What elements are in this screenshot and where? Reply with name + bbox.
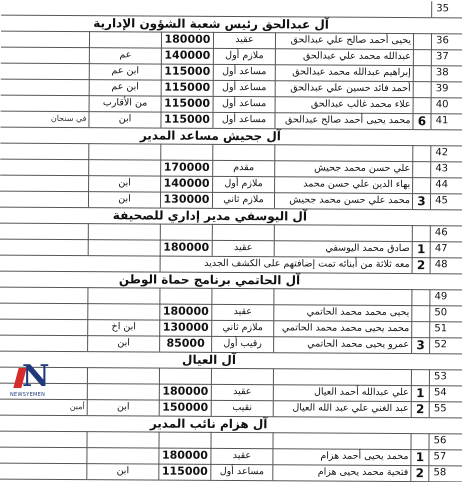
note-cell <box>1 95 89 112</box>
top-row-seq: 35 <box>431 1 453 17</box>
person-name <box>274 224 412 241</box>
relation-cell: ابن <box>87 399 159 415</box>
salary-cell: 180000 <box>159 384 211 400</box>
row-number: 36 <box>431 33 453 49</box>
note-cell <box>0 447 86 464</box>
rank-cell: عقيد <box>211 304 273 320</box>
person-name: علاء محمد غالب عبدالحق <box>275 96 413 113</box>
relation-cell: من الأقارب <box>89 95 161 111</box>
person-name: علي عبدالله أحمد العيال <box>273 384 411 401</box>
relation-cell: ابن <box>88 175 160 191</box>
group-count <box>413 65 431 81</box>
salary-cell: 180000 <box>161 32 213 48</box>
person-name: معه ثلاثة من أبنائه تمت إضافتهم على الكشف الجديد <box>160 256 412 274</box>
rank-cell: مساعد أول <box>210 464 272 480</box>
note-cell <box>1 63 89 80</box>
salary-cell: 115000 <box>160 112 212 128</box>
section-title: آل العيال <box>182 352 237 368</box>
person-name: محمد يحيى أحمد صالح عبدالحق <box>274 112 412 129</box>
relation-cell: عم <box>89 47 161 63</box>
section-title: آل اليوسفي مدير إداري للصحيفة <box>112 208 308 224</box>
note-cell <box>0 143 88 160</box>
group-count <box>410 433 428 449</box>
relation-cell <box>88 159 160 175</box>
note-cell <box>0 175 88 192</box>
person-name: عبد الغني علي عبد الله العيال <box>273 400 411 417</box>
salary-cell <box>160 144 212 160</box>
rank-cell: عقيد <box>213 32 275 48</box>
salary-cell <box>159 288 211 304</box>
rank-cell: عقيد <box>211 384 273 400</box>
newsyemen-logo <box>10 359 56 402</box>
row-number: 51 <box>429 321 451 337</box>
rank-cell: ملازم أول <box>212 176 274 192</box>
row-number: 58 <box>428 465 450 481</box>
row-number: 45 <box>430 193 452 209</box>
note-cell <box>0 303 87 320</box>
note-cell <box>0 287 87 304</box>
note-cell <box>1 79 89 96</box>
salary-cell <box>159 368 211 384</box>
person-name: يحيى أحمد صالح علي عبدالحق <box>275 32 413 49</box>
relation-cell: ابن <box>88 191 160 207</box>
rank-cell: عقيد <box>210 448 272 464</box>
group-count: 2 <box>411 401 429 417</box>
group-count <box>413 49 431 65</box>
row-number: 46 <box>430 225 452 241</box>
person-name: محمد علي حسن محمد جحيش <box>274 192 412 209</box>
person-name: بهاء الدين علي حسن محمد <box>274 176 412 193</box>
note-cell <box>1 31 89 48</box>
salary-cell: 140000 <box>161 48 213 64</box>
note-cell <box>0 159 88 176</box>
row-number: 38 <box>431 65 453 81</box>
group-count <box>412 161 430 177</box>
salary-cell <box>158 432 210 448</box>
salary-cell: 115000 <box>161 96 213 112</box>
group-count <box>413 33 431 49</box>
row-number: 39 <box>431 81 453 97</box>
section-title: آل جحيش مساعد المدير <box>139 128 281 144</box>
note-cell <box>0 463 86 480</box>
salary-cell: 180000 <box>159 304 211 320</box>
rank-cell: ملازم أول <box>213 48 275 64</box>
relation-cell <box>86 431 158 447</box>
rank-cell: عقيد <box>212 240 274 256</box>
group-count <box>412 177 430 193</box>
group-count: 6 <box>412 113 430 129</box>
note-cell: أمين <box>69 402 85 412</box>
group-count <box>411 321 429 337</box>
group-count: 1 <box>410 449 428 465</box>
salary-cell <box>160 224 212 240</box>
group-count <box>411 305 429 321</box>
rank-cell: ملازم ثاني <box>211 320 273 336</box>
person-name: صادق محمد اليوسفي <box>274 240 412 257</box>
relation-cell <box>86 447 158 463</box>
group-count: 3 <box>411 337 429 353</box>
row-number: 57 <box>428 449 450 465</box>
person-name: عمرو يحيى محمد الحاتمي <box>273 336 411 353</box>
relation-cell <box>88 223 160 239</box>
note-cell <box>0 223 88 240</box>
relation-cell <box>89 31 161 47</box>
rank-cell: مساعد أول <box>213 64 275 80</box>
row-number: 56 <box>428 433 450 449</box>
rank-cell: ملازم ثاني <box>212 192 274 208</box>
person-name: علي حسن محمد جحيش <box>274 160 412 177</box>
person-name: يحيى محمد محمد الحاتمي <box>273 304 411 321</box>
rank-cell <box>210 432 272 448</box>
note-cell <box>0 335 87 352</box>
person-name: محمد يحيى أحمد هزام <box>272 448 410 465</box>
section-title: آل الحاتمي برنامج حماة الوطن <box>118 272 301 288</box>
row-number: 54 <box>429 385 451 401</box>
person-name: أحمد فائد حسين علي عبدالحق <box>275 80 413 97</box>
relation-cell: ابن <box>88 111 160 127</box>
salary-cell: 130000 <box>160 192 212 208</box>
row-number: 40 <box>431 97 453 113</box>
logo-letter: N <box>22 359 50 394</box>
group-count <box>411 289 429 305</box>
person-name: محمد يحيى محمد محمد الحاتمي <box>273 320 411 337</box>
salary-cell: 115000 <box>161 80 213 96</box>
salary-cell: 140000 <box>160 176 212 192</box>
group-count: 2 <box>412 257 430 273</box>
logo-text: NEWSYEMEN <box>10 392 46 398</box>
row-number: 48 <box>430 257 452 273</box>
group-count <box>411 369 429 385</box>
table-row <box>0 463 462 482</box>
group-count: 3 <box>412 193 430 209</box>
note-cell <box>0 239 88 256</box>
section-title: آل عبدالحق رئيس شعبة الشؤون الإدارية <box>93 16 329 32</box>
section-title: آل هزام نائب المدير <box>149 416 268 432</box>
row-number: 44 <box>430 177 452 193</box>
relation-cell <box>87 367 159 383</box>
relation-cell: ابن <box>87 335 159 351</box>
rank-cell: مساعد أول <box>212 112 274 128</box>
row-number: 37 <box>431 49 453 65</box>
group-count: 1 <box>411 385 429 401</box>
salary-cell: 180000 <box>158 448 210 464</box>
group-count <box>412 225 430 241</box>
relation-cell: ابن عم <box>89 63 161 79</box>
person-name <box>273 368 411 385</box>
rank-cell: رقيب أول <box>211 336 273 352</box>
salary-cell: 170000 <box>160 160 212 176</box>
row-number: 49 <box>429 289 451 305</box>
relation-cell <box>88 143 160 159</box>
group-count <box>413 81 431 97</box>
note-cell <box>0 431 87 448</box>
row-number: 42 <box>430 145 452 161</box>
rank-cell: مقدم <box>212 160 274 176</box>
salary-cell: 115000 <box>158 464 210 480</box>
rank-cell <box>212 224 274 240</box>
group-count <box>412 145 430 161</box>
note-cell: في سنحان <box>50 113 87 124</box>
row-number: 55 <box>429 401 451 417</box>
person-name <box>272 432 410 449</box>
rank-cell: نقيب <box>211 400 273 416</box>
relation-cell: ابن اخ <box>87 319 159 335</box>
salary-cell: 85000 <box>159 336 211 352</box>
group-count: 1 <box>412 241 430 257</box>
row-number: 47 <box>430 241 452 257</box>
group-count: 2 <box>410 465 428 481</box>
rank-cell <box>211 288 273 304</box>
note-cell <box>1 47 89 64</box>
person-name: إبراهيم عبدالله محمد عبدالحق <box>275 64 413 81</box>
relation-cell <box>87 383 159 399</box>
relation-cell <box>87 287 159 303</box>
note-cell <box>0 319 87 336</box>
salary-cell: 180000 <box>160 240 212 256</box>
row-number: 43 <box>430 161 452 177</box>
person-name <box>274 144 412 161</box>
row-number: 53 <box>429 369 451 385</box>
row-number: 41 <box>430 113 452 129</box>
person-name <box>273 288 411 305</box>
person-name: فتحية محمد يحيى هزام <box>272 464 410 481</box>
person-name: عبدالله محمد علي عبدالحق <box>275 48 413 65</box>
rank-cell <box>211 368 273 384</box>
relation-cell <box>88 239 160 255</box>
rank-cell: مساعد أول <box>213 96 275 112</box>
rank-cell <box>212 144 274 160</box>
salary-cell: 150000 <box>159 400 211 416</box>
group-count <box>413 97 431 113</box>
salary-cell: 130000 <box>159 320 211 336</box>
relation-cell: ابن <box>86 463 158 479</box>
salary-cell: 115000 <box>161 64 213 80</box>
note-cell <box>0 191 88 208</box>
rank-cell: مساعد أول <box>213 80 275 96</box>
relation-cell <box>87 303 159 319</box>
row-number: 52 <box>429 337 451 353</box>
row-number: 50 <box>429 305 451 321</box>
relation-cell: ابن عم <box>89 79 161 95</box>
